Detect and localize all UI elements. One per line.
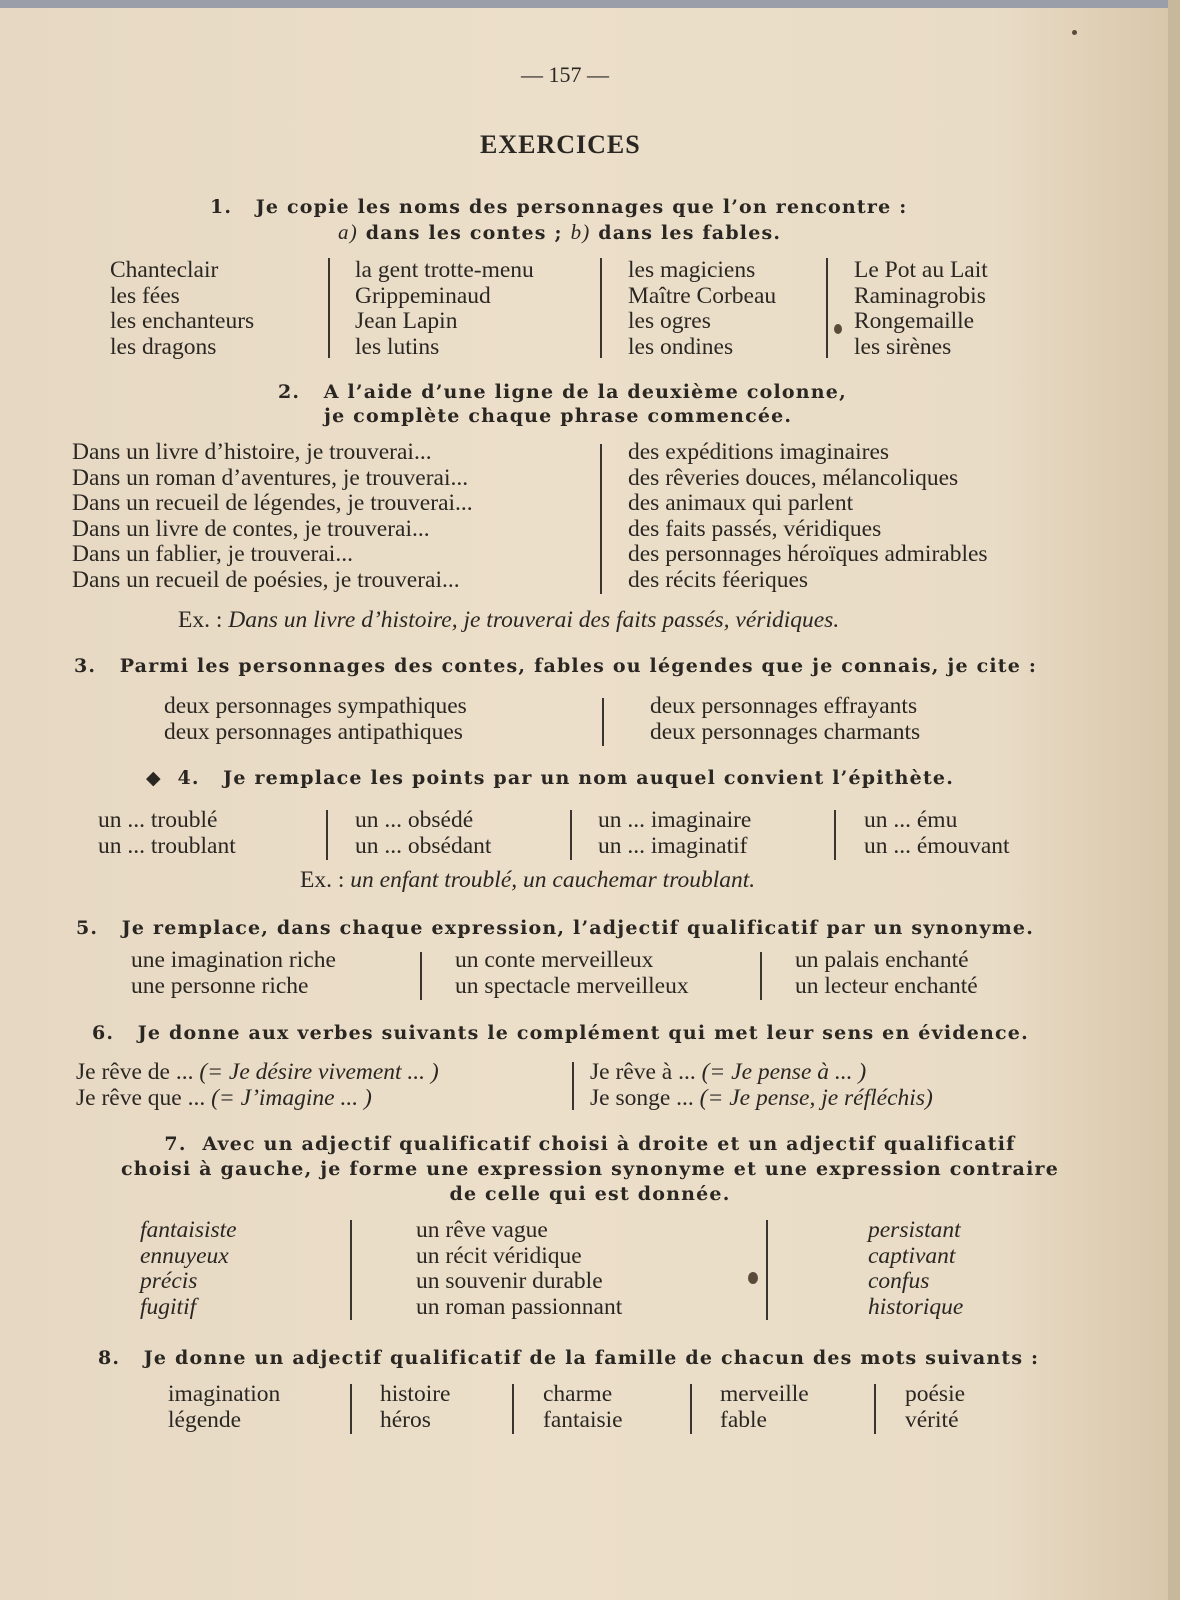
paper-speck	[1072, 30, 1077, 35]
word: les ogres	[628, 308, 711, 334]
word: légende	[168, 1406, 242, 1433]
adjective-item: confus	[868, 1268, 930, 1294]
column-divider	[326, 810, 328, 860]
word-family-column	[543, 1382, 623, 1433]
column-divider	[760, 952, 762, 1000]
exercise-number: 3.	[74, 655, 97, 677]
sentence-start: Dans un livre de contes, je trouverai...	[72, 515, 430, 542]
adjective-item: fugitif	[140, 1293, 197, 1320]
page-title: EXERCICES	[480, 130, 641, 159]
word: fantaisie	[543, 1406, 623, 1433]
exercise-7-instruction	[80, 1132, 1100, 1207]
instruction-line: choisi à gauche, je forme une expression synonyme et une expression contraire	[120, 1158, 1059, 1180]
exercise-number: 5.	[76, 917, 99, 939]
expression-item: un récit véridique	[416, 1242, 582, 1269]
sentence-start: Dans un roman d’aventures, je trouverai...	[72, 464, 469, 491]
exercise-1-instruction	[210, 196, 907, 218]
word-family-column	[905, 1382, 965, 1433]
column-divider	[826, 258, 828, 358]
expression-item: un spectacle merveilleux	[455, 972, 689, 999]
word-column	[854, 258, 988, 360]
epithet-item: un ... ému	[864, 807, 958, 833]
word: les lutins	[355, 333, 440, 360]
scan-right-edge	[1168, 0, 1180, 1600]
exercise-number: 1.	[210, 196, 233, 218]
paper-speck	[834, 324, 842, 334]
instruction-line: Avec un adjectif qualificatif choisi à droite et un adjectif qualificatif	[202, 1133, 1016, 1155]
word: merveille	[720, 1381, 809, 1407]
trait-column	[650, 694, 920, 745]
verb-phrase: Je rêve de ...	[76, 1059, 194, 1085]
trait-item: deux personnages sympathiques	[164, 693, 467, 719]
word: Maître Corbeau	[628, 282, 777, 309]
example-text: un enfant troublé, un cauchemar troublant.	[350, 867, 756, 893]
instruction-line: de celle qui est donnée.	[449, 1183, 731, 1205]
expression-item: un palais enchanté	[795, 947, 969, 973]
column-divider	[874, 1384, 876, 1434]
expression-column	[455, 948, 689, 999]
column-divider	[600, 258, 602, 358]
verb-hint: (= J’imagine ... )	[211, 1084, 372, 1111]
expression-item: un conte merveilleux	[455, 947, 654, 973]
exercise-1-instruction-line2	[338, 220, 781, 245]
expression-item: une personne riche	[131, 972, 309, 999]
column-divider	[766, 1220, 768, 1320]
example-label: Ex. :	[300, 867, 345, 893]
adjective-item: persistant	[868, 1217, 961, 1243]
expression-item: un souvenir durable	[416, 1268, 603, 1294]
word-family-column	[720, 1382, 809, 1433]
epithet-item: un ... imaginatif	[598, 832, 748, 859]
word: Grippeminaud	[355, 282, 491, 309]
paper-speck	[748, 1272, 758, 1284]
word: Chanteclair	[110, 257, 219, 283]
exercise-number: 4.	[177, 767, 200, 789]
column-divider	[602, 698, 604, 746]
word-family-column	[380, 1382, 451, 1433]
word: imagination	[168, 1381, 281, 1407]
trait-item: deux personnages effrayants	[650, 693, 918, 719]
exercise-number: 7.	[164, 1133, 187, 1155]
verb-phrase: Je rêve à ...	[590, 1059, 696, 1085]
word: vérité	[905, 1406, 959, 1433]
adjective-item: historique	[868, 1293, 964, 1320]
verb-row	[76, 1060, 439, 1086]
adjective-item: précis	[140, 1268, 198, 1294]
column-divider	[350, 1384, 352, 1434]
column-divider	[834, 810, 836, 860]
example-text: Dans un livre d’histoire, je trouverai des faits passés, véridiques.	[228, 607, 840, 633]
expression-item: un rêve vague	[416, 1217, 548, 1243]
sentence-start-column	[72, 440, 473, 593]
trait-item: deux personnages antipathiques	[164, 718, 463, 745]
example-line	[300, 868, 755, 894]
sentence-end-column	[628, 440, 988, 593]
instruction-line: Je donne aux verbes suivants le complément qui met leur sens en évidence.	[137, 1022, 1029, 1044]
column-divider	[600, 444, 602, 594]
expression-item: un roman passionnant	[416, 1293, 623, 1320]
expression-column	[131, 948, 336, 999]
epithet-column	[98, 808, 236, 859]
column-divider	[690, 1384, 692, 1434]
verb-row	[76, 1086, 439, 1112]
sentence-start: Dans un livre d’histoire, je trouverai...	[72, 439, 432, 465]
verb-hint: (= Je désire vivement ... )	[199, 1059, 439, 1085]
word-column	[355, 258, 534, 360]
epithet-item: un ... obsédé	[355, 807, 474, 833]
epithet-column	[355, 808, 491, 859]
word: héros	[380, 1406, 431, 1433]
page-number: — 157 —	[521, 62, 609, 87]
example-label: Ex. :	[178, 607, 223, 633]
exercise-number: 2.	[278, 381, 301, 403]
sentence-end: des animaux qui parlent	[628, 490, 854, 516]
option-b-mark: b)	[570, 220, 591, 244]
diamond-icon: ◆	[146, 767, 162, 789]
adjective-item: ennuyeux	[140, 1242, 229, 1269]
epithet-item: un ... imaginaire	[598, 807, 752, 833]
exercise-8-instruction	[98, 1347, 1039, 1369]
word: les ondines	[628, 333, 734, 360]
exercise-2-instruction	[278, 381, 847, 403]
column-divider	[570, 810, 572, 860]
epithet-column	[598, 808, 751, 859]
trait-column	[164, 694, 467, 745]
verb-row	[590, 1086, 933, 1112]
instruction-line: Je remplace, dans chaque expression, l’adjectif qualificatif par un synonyme.	[121, 917, 1035, 939]
sentence-end: des récits féeriques	[628, 566, 809, 593]
verb-hint: (= Je pense, je réfléchis)	[699, 1084, 933, 1111]
sentence-end: des faits passés, véridiques	[628, 515, 882, 542]
epithet-item: un ... troublant	[98, 832, 236, 859]
word: Rongemaille	[854, 308, 975, 334]
sentence-start: Dans un recueil de légendes, je trouverai...	[72, 490, 473, 516]
instruction-line: Je remplace les points par un nom auquel convient l’épithète.	[223, 767, 955, 789]
scan-top-edge	[0, 0, 1180, 8]
instruction-line: Je donne un adjectif qualificatif de la famille de chacun des mots suivants :	[143, 1347, 1040, 1369]
option-b-text: dans les fables.	[598, 222, 782, 244]
exercise-5-instruction	[76, 917, 1034, 939]
word: la gent trotte-menu	[355, 257, 534, 283]
exercise-number: 6.	[92, 1022, 115, 1044]
epithet-column	[864, 808, 1010, 859]
verb-phrase: Je rêve que ...	[76, 1084, 206, 1111]
verb-row	[590, 1060, 933, 1086]
expression-item: une imagination riche	[131, 947, 336, 973]
option-a-text: dans les contes ;	[365, 222, 563, 244]
word: les sirènes	[854, 333, 952, 360]
verb-column	[590, 1060, 933, 1111]
exercise-2-instruction-line2: je complète chaque phrase commencée.	[324, 405, 793, 427]
word: Raminagrobis	[854, 282, 986, 309]
word: les dragons	[110, 333, 217, 360]
word-column	[628, 258, 776, 360]
expression-item: un lecteur enchanté	[795, 972, 978, 999]
adjective-item: captivant	[868, 1242, 956, 1269]
word: Jean Lapin	[355, 308, 458, 334]
example-line	[178, 608, 839, 634]
word: les fées	[110, 282, 180, 309]
option-a-mark: a)	[338, 220, 358, 244]
epithet-item: un ... troublé	[98, 807, 218, 833]
exercise-4-instruction	[146, 767, 954, 789]
word: Le Pot au Lait	[854, 257, 988, 283]
sentence-end: des rêveries douces, mélancoliques	[628, 464, 959, 491]
word: charme	[543, 1381, 613, 1407]
adjective-left-column	[140, 1218, 237, 1320]
sentence-end: des expéditions imaginaires	[628, 439, 890, 465]
column-divider	[572, 1062, 574, 1110]
sentence-start: Dans un recueil de poésies, je trouverai...	[72, 566, 460, 593]
word: histoire	[380, 1381, 451, 1407]
verb-hint: (= Je pense à ... )	[701, 1059, 867, 1085]
adjective-right-column	[868, 1218, 963, 1320]
epithet-item: un ... obsédant	[355, 832, 492, 859]
column-divider	[328, 258, 330, 358]
exercise-6-instruction	[92, 1022, 1029, 1044]
expression-column	[795, 948, 978, 999]
sentence-end: des personnages héroïques admirables	[628, 541, 988, 567]
column-divider	[420, 952, 422, 1000]
verb-column	[76, 1060, 439, 1111]
word: poésie	[905, 1381, 966, 1407]
trait-item: deux personnages charmants	[650, 718, 921, 745]
instruction-line: Je copie les noms des personnages que l’on rencontre :	[255, 196, 908, 218]
sentence-start: Dans un fablier, je trouverai...	[72, 541, 353, 567]
expression-middle-column	[416, 1218, 622, 1320]
word-column	[110, 258, 254, 360]
adjective-item: fantaisiste	[140, 1217, 237, 1243]
word-family-column	[168, 1382, 280, 1433]
word: les enchanteurs	[110, 308, 255, 334]
verb-phrase: Je songe ...	[590, 1084, 694, 1111]
instruction-line: Parmi les personnages des contes, fables ou légendes que je connais, je cite :	[119, 655, 1038, 677]
word: fable	[720, 1406, 767, 1433]
column-divider	[512, 1384, 514, 1434]
instruction-line: A l’aide d’une ligne de la deuxième colonne,	[323, 381, 847, 403]
epithet-item: un ... émouvant	[864, 832, 1010, 859]
exercise-number: 8.	[98, 1347, 121, 1369]
exercise-3-instruction	[74, 655, 1037, 677]
word: les magiciens	[628, 257, 756, 283]
column-divider	[350, 1220, 352, 1320]
